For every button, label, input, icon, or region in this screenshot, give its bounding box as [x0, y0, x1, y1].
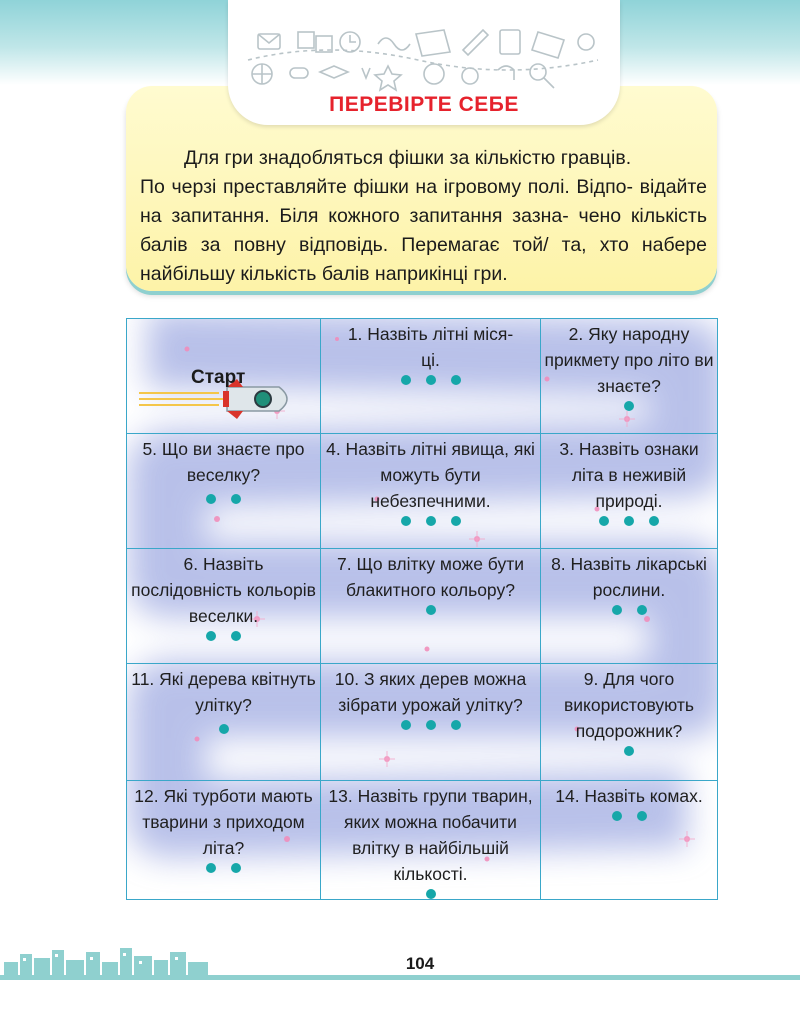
points-dots [324, 720, 537, 730]
school-doodles-icon [238, 20, 610, 92]
instructions-line: По черзі преставляйте фішки на ігровому полі. Відпо- [140, 176, 634, 198]
question-cell-12[interactable] [127, 781, 321, 899]
game-board [126, 318, 718, 900]
section-banner [228, 0, 620, 125]
question-text: 1. Назвіть літні міся- [347, 324, 514, 344]
question-text: 5. Що ви знаєте про веселку? [142, 439, 305, 485]
points-dots [544, 811, 714, 821]
points-dots [130, 863, 317, 873]
question-cell-7[interactable] [321, 549, 541, 664]
points-dots [544, 605, 714, 615]
section-title: ПЕРЕВІРТЕ СЕБЕ [329, 93, 519, 116]
question-cell-8[interactable] [541, 549, 717, 664]
points-dots [324, 375, 537, 385]
question-cell-13[interactable] [321, 781, 541, 899]
points-dots [324, 889, 537, 899]
question-text: 4. Назвіть літні явища, які можуть бути небезпечними. [326, 439, 535, 511]
instructions-text [140, 144, 707, 289]
question-cell-4[interactable] [321, 434, 541, 549]
start-label: Старт [191, 367, 246, 388]
points-dots [544, 401, 714, 411]
question-cell-3[interactable] [541, 434, 717, 549]
question-text: 8. Назвіть лікарські рослини. [551, 554, 707, 600]
question-cell-6[interactable] [127, 549, 321, 664]
start-cell[interactable] [127, 319, 321, 434]
question-text: 6. Назвіть послідовність кольорів веселки. [131, 554, 316, 626]
question-cell-10[interactable] [321, 664, 541, 781]
question-text: ці. [421, 350, 440, 370]
instructions-line: Для гри знадобляться фішки за кількістю гравців. [184, 147, 632, 169]
question-text: 13. Назвіть групи тварин, яких можна побачити влітку в найбільшій кількості. [328, 786, 533, 884]
page-number: 104 [405, 954, 435, 973]
points-dots [324, 516, 537, 526]
footer-line [0, 975, 800, 980]
question-cell-5[interactable] [127, 434, 321, 549]
question-text: 12. Які турботи мають тварини з приходом літа? [134, 786, 313, 858]
question-text: 14. Назвіть комах. [555, 786, 703, 806]
question-cell-2[interactable] [541, 319, 717, 434]
question-cell-1[interactable] [321, 319, 541, 434]
instructions-line: та, хто набере найбільшу кількість балів наприкінці гри. [140, 234, 708, 285]
question-text: 2. Яку народну прикмету про літо ви знаєте? [544, 324, 714, 396]
question-cell-14[interactable] [541, 781, 717, 899]
question-text: 7. Що влітку може бути блакитного кольору? [337, 554, 524, 600]
question-cell-9[interactable] [541, 664, 717, 781]
question-text: 3. Назвіть ознаки літа в неживій природі. [559, 439, 699, 511]
question-text: 9. Для чого використовують подорожник? [563, 669, 694, 741]
instructions-line: чено кількість балів за повну відповідь. Перемагає той/ [140, 205, 707, 256]
points-dots [130, 631, 317, 641]
points-dots [544, 516, 714, 526]
points-dots [130, 724, 317, 734]
points-dots [130, 494, 317, 504]
points-dots [544, 746, 714, 756]
question-text: 11. Які дерева квітнуть улітку? [131, 669, 316, 715]
instructions-line: відайте на запитання. Біля кожного запитання зазна- [140, 176, 707, 227]
question-cell-11[interactable] [127, 664, 321, 781]
points-dots [324, 605, 537, 615]
question-text: 10. З яких дерев можна зібрати урожай улітку? [334, 669, 527, 715]
